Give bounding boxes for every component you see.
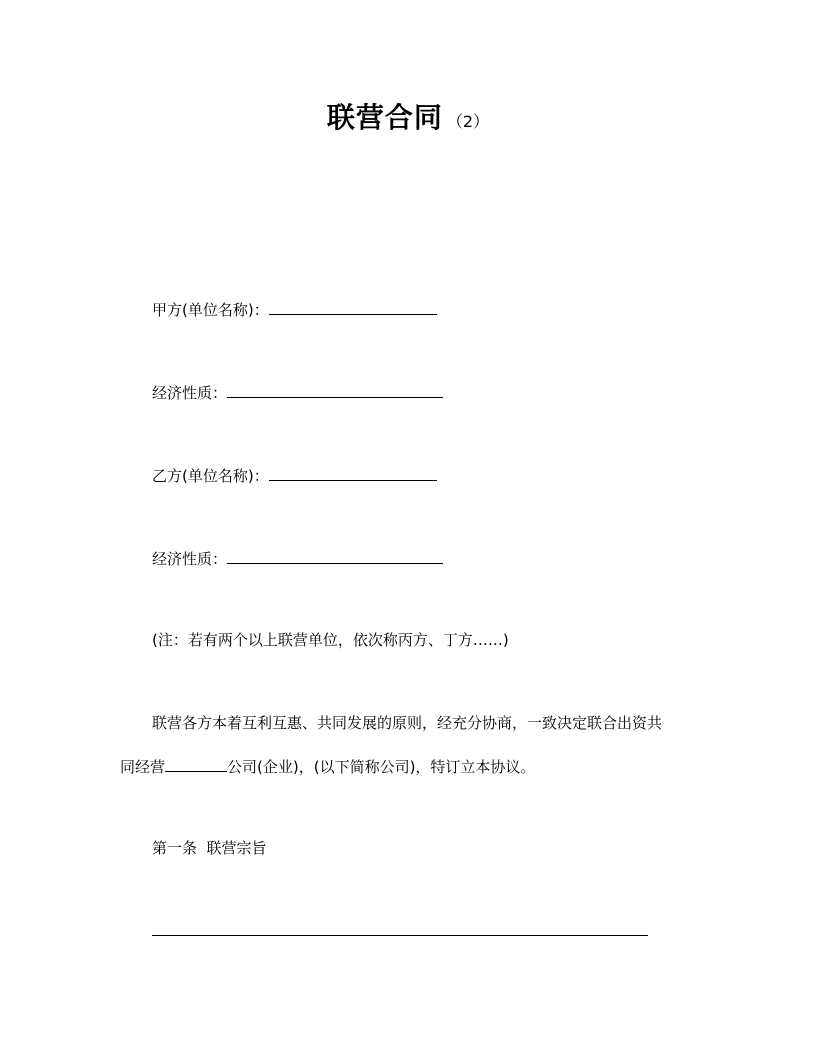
intro-text-2-suffix: 公司(企业)，(以下简称公司)，特订立本协议。	[227, 758, 536, 776]
article-1-heading-text: 第一条 联营宗旨	[152, 839, 267, 857]
party-b-nature-label: 经济性质：	[152, 550, 228, 568]
article-1-blank-line[interactable]	[152, 935, 648, 936]
title-suffix: （2）	[446, 112, 490, 131]
party-a-nature-label: 经济性质：	[152, 384, 228, 402]
party-a-label: 甲方(单位名称)：	[152, 301, 269, 319]
article-1-heading	[152, 838, 267, 858]
intro-text-2-prefix: 同经营	[120, 758, 166, 776]
intro-text-1: 联营各方本着互利互惠、共同发展的原则，经充分协商，一致决定联合出资共	[152, 714, 663, 732]
party-a-line	[152, 298, 437, 320]
party-b-blank[interactable]	[269, 464, 437, 481]
party-a-nature-blank[interactable]	[227, 381, 443, 398]
note-line	[152, 630, 509, 650]
party-a-nature-line	[152, 381, 443, 403]
party-b-label: 乙方(单位名称)：	[152, 467, 269, 485]
party-b-line	[152, 464, 437, 486]
document-title	[0, 96, 816, 136]
company-name-blank[interactable]	[165, 755, 227, 772]
party-b-nature-line	[152, 547, 443, 569]
party-a-blank[interactable]	[269, 298, 437, 315]
title-main: 联营合同	[326, 101, 443, 134]
note-text: (注：若有两个以上联营单位，依次称丙方、丁方……)	[152, 631, 509, 649]
intro-line-2	[120, 755, 535, 777]
intro-line-1	[152, 713, 662, 733]
party-b-nature-blank[interactable]	[227, 547, 443, 564]
